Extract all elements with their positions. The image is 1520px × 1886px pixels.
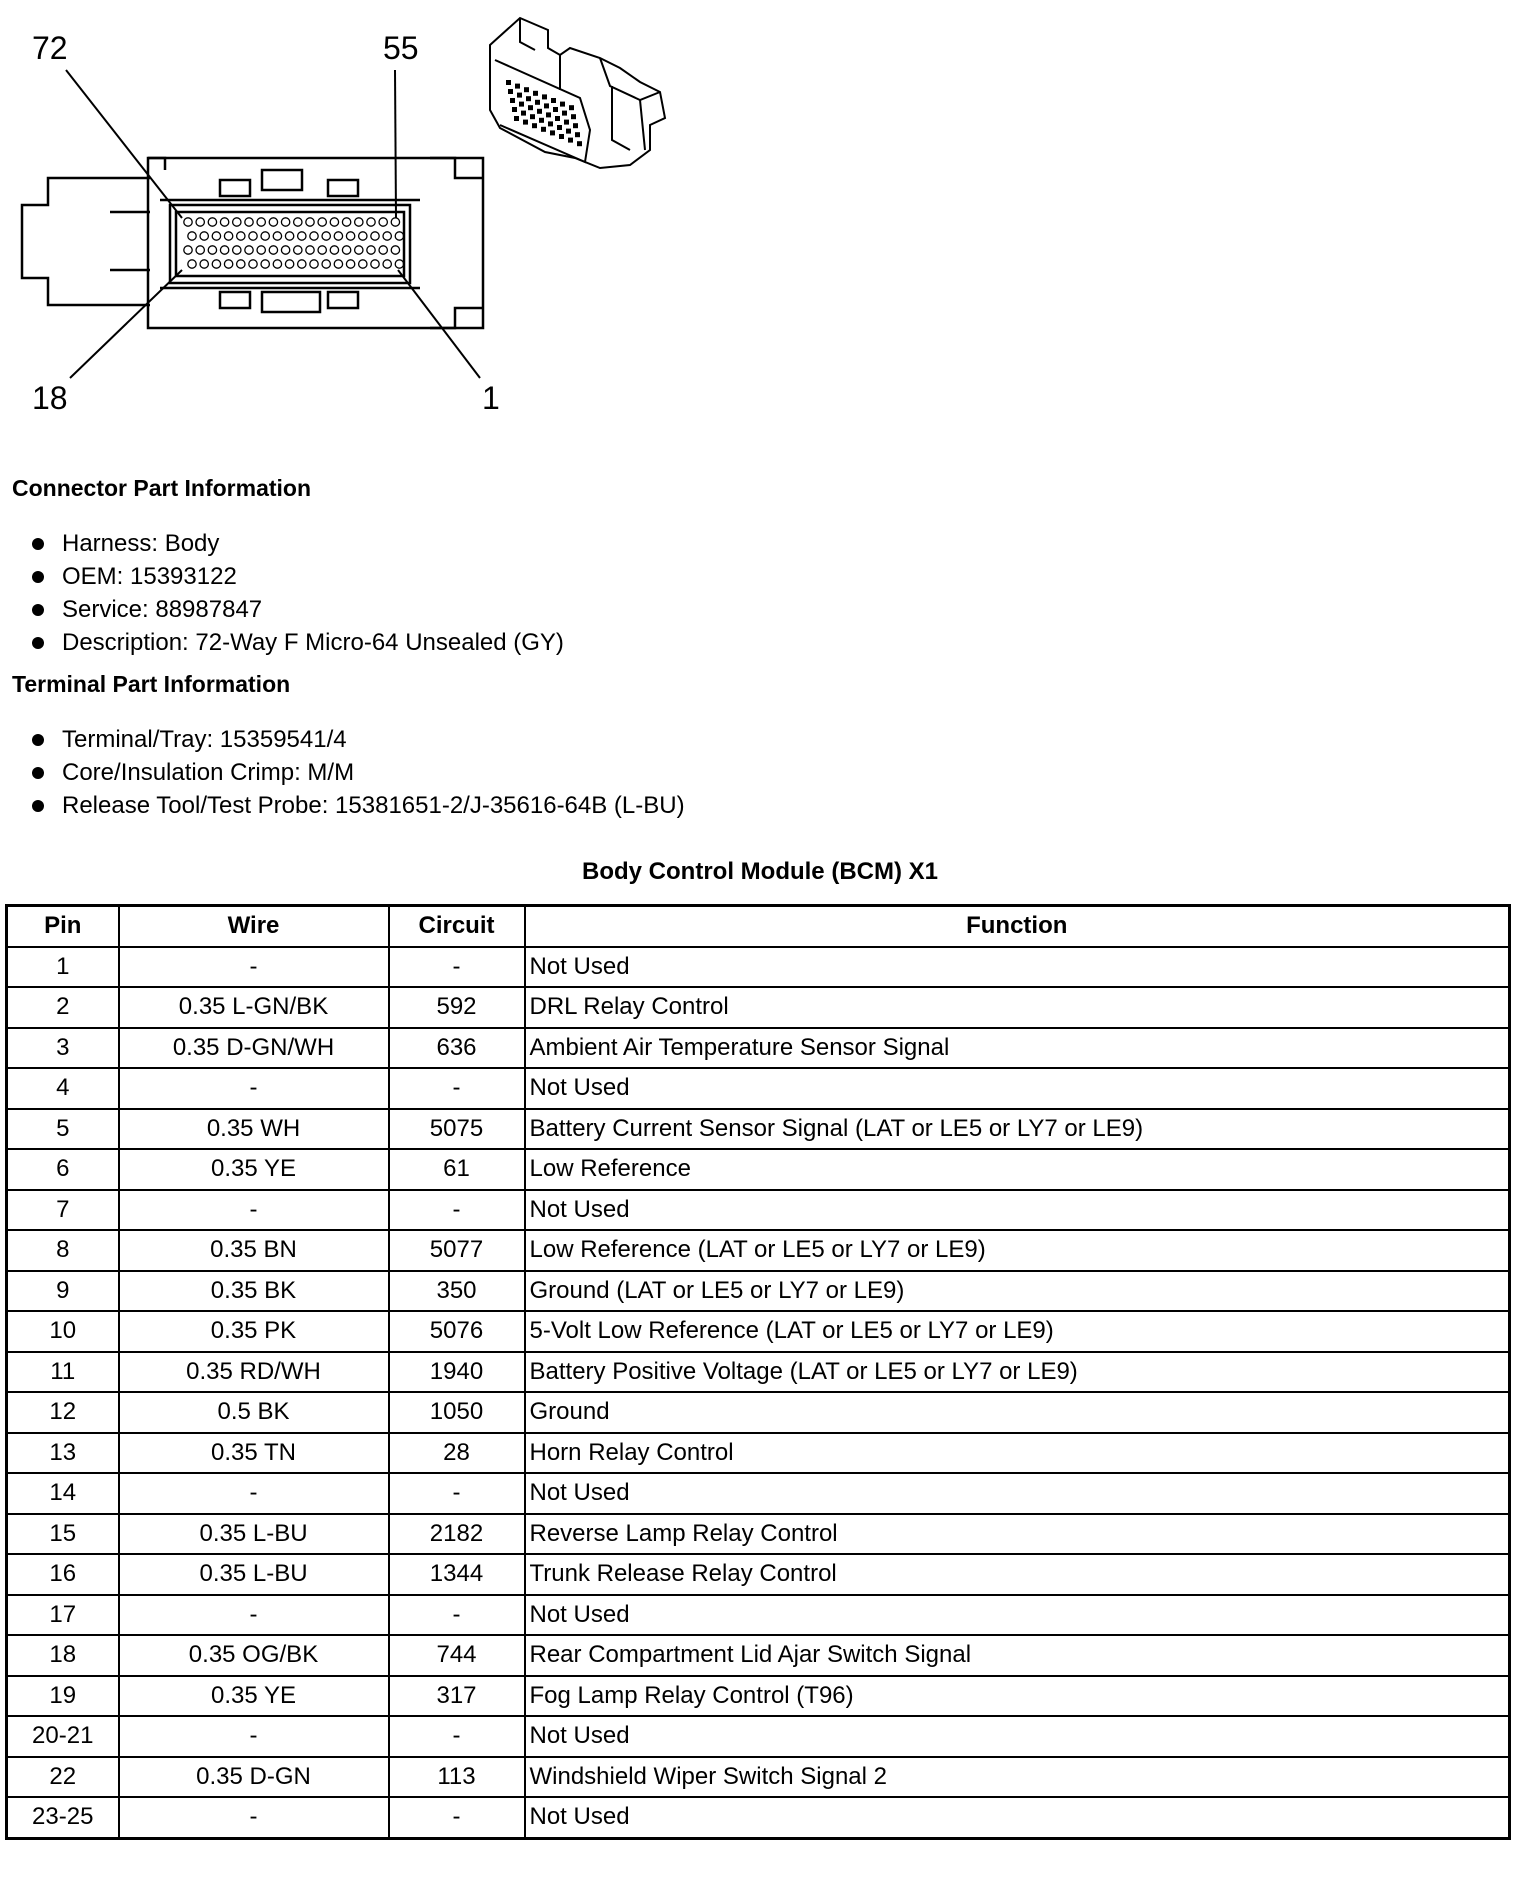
connector-pin-hole: [367, 246, 375, 254]
cell-function: Ambient Air Temperature Sensor Signal: [525, 1028, 1510, 1069]
iso-pin-cavity: [528, 105, 533, 110]
iso-pin-cavity: [508, 89, 513, 94]
table-row: [7, 1514, 1510, 1555]
iso-pin-cavity: [506, 80, 511, 85]
connector-pin-hole: [298, 260, 306, 268]
connector-pin-hole: [342, 246, 350, 254]
cell-circuit: 350: [389, 1271, 525, 1312]
connector-pin-hole: [330, 246, 338, 254]
iso-pin-cavity: [571, 114, 576, 119]
cell-circuit: 1344: [389, 1554, 525, 1595]
connector-pin-hole: [334, 260, 342, 268]
cell-circuit: 61: [389, 1149, 525, 1190]
cell-function: Not Used: [525, 1190, 1510, 1231]
list-item: Terminal/Tray: 15359541/4: [28, 723, 685, 756]
connector-pin-hole: [245, 246, 253, 254]
list-item: Release Tool/Test Probe: 15381651-2/J-35616-64B (L-BU): [28, 789, 685, 822]
cell-function: Horn Relay Control: [525, 1433, 1510, 1474]
connector-pin-hole: [294, 246, 302, 254]
connector-pin-hole: [249, 260, 257, 268]
iso-pin-cavity: [539, 118, 544, 123]
cell-circuit: -: [389, 1797, 525, 1838]
connector-pin-hole: [212, 232, 220, 240]
iso-pin-cavity: [526, 96, 531, 101]
table-header-row: [7, 906, 1510, 947]
cell-wire: 0.5 BK: [119, 1392, 389, 1433]
cell-function: Low Reference: [525, 1149, 1510, 1190]
connector-pin-hole: [391, 246, 399, 254]
iso-pin-cavity: [535, 100, 540, 105]
connector-pin-hole: [359, 232, 367, 240]
table-row: [7, 1635, 1510, 1676]
cell-function: Battery Current Sensor Signal (LAT or LE5 or LY7 or LE9): [525, 1109, 1510, 1150]
cell-pin: 13: [7, 1433, 119, 1474]
cell-function: DRL Relay Control: [525, 987, 1510, 1028]
iso-pin-cavity: [548, 121, 553, 126]
cell-pin: 3: [7, 1028, 119, 1069]
connector-pin-hole: [379, 246, 387, 254]
connector-pin-hole: [306, 246, 314, 254]
cell-pin: 23-25: [7, 1797, 119, 1838]
connector-pin-hole: [285, 232, 293, 240]
cell-wire: 0.35 PK: [119, 1311, 389, 1352]
connector-pin-hole: [330, 218, 338, 226]
table-row: [7, 987, 1510, 1028]
cell-wire: 0.35 WH: [119, 1109, 389, 1150]
cell-circuit: 2182: [389, 1514, 525, 1555]
table-row: [7, 1230, 1510, 1271]
cell-wire: -: [119, 1190, 389, 1231]
cell-function: Windshield Wiper Switch Signal 2: [525, 1757, 1510, 1798]
cell-wire: 0.35 D-GN: [119, 1757, 389, 1798]
connector-pin-hole: [285, 260, 293, 268]
cell-wire: 0.35 L-GN/BK: [119, 987, 389, 1028]
table-row: [7, 1676, 1510, 1717]
iso-pin-cavity: [551, 98, 556, 103]
cell-circuit: 5075: [389, 1109, 525, 1150]
connector-pin-hole: [294, 218, 302, 226]
iso-pin-cavity: [557, 125, 562, 130]
iso-pin-cavity: [577, 141, 582, 146]
connector-pin-hole: [184, 246, 192, 254]
cell-function: Trunk Release Relay Control: [525, 1554, 1510, 1595]
iso-pin-cavity: [559, 134, 564, 139]
iso-pin-cavity: [555, 116, 560, 121]
cell-wire: 0.35 L-BU: [119, 1554, 389, 1595]
iso-pin-cavity: [564, 120, 569, 125]
connector-pin-hole: [273, 232, 281, 240]
iso-pin-cavity: [515, 84, 520, 89]
cell-function: Fog Lamp Relay Control (T96): [525, 1676, 1510, 1717]
column-header-function: Function: [525, 906, 1510, 947]
iso-pin-cavity: [544, 103, 549, 108]
connector-pin-hole: [220, 218, 228, 226]
cell-function: Reverse Lamp Relay Control: [525, 1514, 1510, 1555]
table-row: [7, 1311, 1510, 1352]
connector-pin-hole: [188, 260, 196, 268]
connector-pin-hole: [237, 232, 245, 240]
cell-circuit: -: [389, 1716, 525, 1757]
connector-pin-hole: [261, 260, 269, 268]
cell-circuit: 744: [389, 1635, 525, 1676]
cell-function: Ground: [525, 1392, 1510, 1433]
cell-wire: 0.35 TN: [119, 1433, 389, 1474]
cell-wire: 0.35 YE: [119, 1149, 389, 1190]
iso-pin-cavity: [524, 87, 529, 92]
cell-pin: 11: [7, 1352, 119, 1393]
connector-pin-hole: [371, 232, 379, 240]
cell-pin: 12: [7, 1392, 119, 1433]
connector-pin-hole: [245, 218, 253, 226]
connector-pin-hole: [269, 246, 277, 254]
iso-pin-cavity: [566, 129, 571, 134]
iso-pin-cavity: [537, 109, 542, 114]
connector-pin-hole: [281, 246, 289, 254]
pin-label-18: 18: [32, 380, 68, 416]
cell-function: Battery Positive Voltage (LAT or LE5 or LY7 or LE9): [525, 1352, 1510, 1393]
connector-pin-hole: [334, 232, 342, 240]
connector-pin-hole: [383, 260, 391, 268]
cell-pin: 7: [7, 1190, 119, 1231]
cell-wire: 0.35 L-BU: [119, 1514, 389, 1555]
iso-pin-cavity: [562, 111, 567, 116]
list-item: Harness: Body: [28, 527, 564, 560]
connector-pin-hole: [196, 218, 204, 226]
table-row: [7, 1028, 1510, 1069]
connector-pin-hole: [355, 218, 363, 226]
iso-pin-cavity: [575, 132, 580, 137]
connector-pin-hole: [395, 260, 403, 268]
connector-pin-hole: [322, 260, 330, 268]
iso-pin-cavity: [521, 111, 526, 116]
connector-pin-hole: [310, 260, 318, 268]
connector-pin-hole: [200, 232, 208, 240]
cell-circuit: -: [389, 947, 525, 988]
connector-diagram: [0, 0, 700, 430]
table-row: [7, 1352, 1510, 1393]
cell-pin: 1: [7, 947, 119, 988]
iso-pin-cavity: [517, 93, 522, 98]
iso-pin-cavity: [553, 107, 558, 112]
column-header-wire: Wire: [119, 906, 389, 947]
cell-pin: 2: [7, 987, 119, 1028]
connector-pin-hole: [342, 218, 350, 226]
cell-circuit: 636: [389, 1028, 525, 1069]
connector-pin-hole: [208, 246, 216, 254]
connector-pin-hole: [220, 246, 228, 254]
iso-pin-cavity: [533, 91, 538, 96]
table-row: [7, 1554, 1510, 1595]
iso-pin-cavity: [569, 105, 574, 110]
cell-wire: 0.35 BN: [119, 1230, 389, 1271]
cell-circuit: 317: [389, 1676, 525, 1717]
iso-pin-cavity: [573, 123, 578, 128]
cell-circuit: 1050: [389, 1392, 525, 1433]
connector-pin-hole: [367, 218, 375, 226]
cell-circuit: -: [389, 1473, 525, 1514]
cell-function: Not Used: [525, 1473, 1510, 1514]
connector-pin-hole: [233, 246, 241, 254]
cell-circuit: 28: [389, 1433, 525, 1474]
cell-wire: -: [119, 1716, 389, 1757]
cell-pin: 15: [7, 1514, 119, 1555]
cell-wire: -: [119, 1068, 389, 1109]
cell-function: Not Used: [525, 1595, 1510, 1636]
table-row: [7, 1271, 1510, 1312]
iso-pin-cavity: [514, 116, 519, 121]
cell-wire: -: [119, 947, 389, 988]
connector-pin-hole: [298, 232, 306, 240]
connector-pin-hole: [224, 232, 232, 240]
cell-circuit: 592: [389, 987, 525, 1028]
connector-pin-hole: [237, 260, 245, 268]
table-row: [7, 947, 1510, 988]
connector-pin-hole: [395, 232, 403, 240]
table-row: [7, 1433, 1510, 1474]
list-item: Service: 88987847: [28, 593, 564, 626]
cell-wire: -: [119, 1595, 389, 1636]
table-row: [7, 1473, 1510, 1514]
cell-wire: 0.35 RD/WH: [119, 1352, 389, 1393]
table-row: [7, 1190, 1510, 1231]
cell-wire: -: [119, 1473, 389, 1514]
cell-pin: 18: [7, 1635, 119, 1676]
cell-pin: 10: [7, 1311, 119, 1352]
cell-pin: 5: [7, 1109, 119, 1150]
cell-pin: 16: [7, 1554, 119, 1595]
table-row: [7, 1149, 1510, 1190]
cell-pin: 8: [7, 1230, 119, 1271]
connector-pin-hole: [346, 260, 354, 268]
list-item: OEM: 15393122: [28, 560, 564, 593]
cell-wire: 0.35 OG/BK: [119, 1635, 389, 1676]
connector-pin-hole: [212, 260, 220, 268]
iso-pin-cavity: [560, 102, 565, 107]
iso-pin-cavity: [542, 94, 547, 99]
iso-pin-cavity: [510, 98, 515, 103]
cell-circuit: -: [389, 1595, 525, 1636]
pin-label-1: 1: [482, 380, 500, 416]
pin-label-72: 72: [32, 30, 68, 66]
connector-pin-hole: [249, 232, 257, 240]
connector-pin-hole: [261, 232, 269, 240]
cell-pin: 17: [7, 1595, 119, 1636]
table-row: [7, 1595, 1510, 1636]
cell-pin: 4: [7, 1068, 119, 1109]
table-row: [7, 1797, 1510, 1838]
terminal-info-title: Terminal Part Information: [12, 671, 291, 697]
cell-circuit: 5076: [389, 1311, 525, 1352]
connector-pin-hole: [306, 218, 314, 226]
cell-wire: 0.35 BK: [119, 1271, 389, 1312]
connector-pin-hole: [269, 218, 277, 226]
table-row: [7, 1068, 1510, 1109]
connector-pin-hole: [208, 218, 216, 226]
iso-pin-cavity: [523, 120, 528, 125]
cell-function: 5-Volt Low Reference (LAT or LE5 or LY7 or LE9): [525, 1311, 1510, 1352]
connector-info-title: Connector Part Information: [12, 475, 312, 501]
cell-function: Not Used: [525, 1068, 1510, 1109]
cell-function: Not Used: [525, 947, 1510, 988]
connector-pin-hole: [318, 218, 326, 226]
table-row: [7, 1109, 1510, 1150]
connector-pin-hole: [184, 218, 192, 226]
cell-pin: 22: [7, 1757, 119, 1798]
iso-pin-cavity: [530, 114, 535, 119]
list-item: Core/Insulation Crimp: M/M: [28, 756, 685, 789]
connector-pin-hole: [200, 260, 208, 268]
connector-pin-hole: [322, 232, 330, 240]
cell-circuit: 5077: [389, 1230, 525, 1271]
table-row: [7, 1392, 1510, 1433]
connector-pin-hole: [224, 260, 232, 268]
column-header-circuit: Circuit: [389, 906, 525, 947]
connector-pin-hole: [355, 246, 363, 254]
cell-function: Ground (LAT or LE5 or LY7 or LE9): [525, 1271, 1510, 1312]
table-row: [7, 1757, 1510, 1798]
cell-function: Rear Compartment Lid Ajar Switch Signal: [525, 1635, 1510, 1676]
connector-pin-hole: [371, 260, 379, 268]
cell-pin: 9: [7, 1271, 119, 1312]
table-title: Body Control Module (BCM) X1: [582, 858, 938, 885]
connector-pin-hole: [196, 246, 204, 254]
connector-pin-hole: [359, 260, 367, 268]
connector-pin-hole: [310, 232, 318, 240]
table-row: [7, 1716, 1510, 1757]
connector-pin-hole: [257, 246, 265, 254]
cell-function: Not Used: [525, 1797, 1510, 1838]
cell-pin: 20-21: [7, 1716, 119, 1757]
cell-wire: 0.35 YE: [119, 1676, 389, 1717]
iso-pin-cavity: [532, 123, 537, 128]
cell-pin: 14: [7, 1473, 119, 1514]
connector-pin-hole: [379, 218, 387, 226]
iso-pin-cavity: [546, 112, 551, 117]
cell-pin: 19: [7, 1676, 119, 1717]
cell-function: Not Used: [525, 1716, 1510, 1757]
connector-pin-hole: [346, 232, 354, 240]
cell-circuit: 113: [389, 1757, 525, 1798]
iso-pin-cavity: [568, 138, 573, 143]
connector-pin-hole: [318, 246, 326, 254]
cell-pin: 6: [7, 1149, 119, 1190]
iso-pin-cavity: [512, 107, 517, 112]
cell-circuit: 1940: [389, 1352, 525, 1393]
list-item: Description: 72-Way F Micro-64 Unsealed (GY): [28, 626, 564, 659]
cell-function: Low Reference (LAT or LE5 or LY7 or LE9): [525, 1230, 1510, 1271]
cell-wire: 0.35 D-GN/WH: [119, 1028, 389, 1069]
iso-pin-cavity: [541, 127, 546, 132]
iso-pin-cavity: [519, 102, 524, 107]
pin-label-55: 55: [383, 30, 419, 66]
iso-pin-cavity: [550, 130, 555, 135]
connector-pin-hole: [233, 218, 241, 226]
column-header-pin: Pin: [7, 906, 119, 947]
pinout-table: [5, 904, 1511, 1840]
connector-pin-hole: [188, 232, 196, 240]
connector-pin-hole: [383, 232, 391, 240]
connector-pin-hole: [273, 260, 281, 268]
connector-pin-hole: [391, 218, 399, 226]
cell-circuit: -: [389, 1068, 525, 1109]
cell-circuit: -: [389, 1190, 525, 1231]
connector-pin-hole: [281, 218, 289, 226]
terminal-info-list: [28, 723, 685, 822]
table-body: [7, 947, 1510, 1839]
connector-info-list: [28, 527, 564, 659]
connector-pin-hole: [257, 218, 265, 226]
cell-wire: -: [119, 1797, 389, 1838]
